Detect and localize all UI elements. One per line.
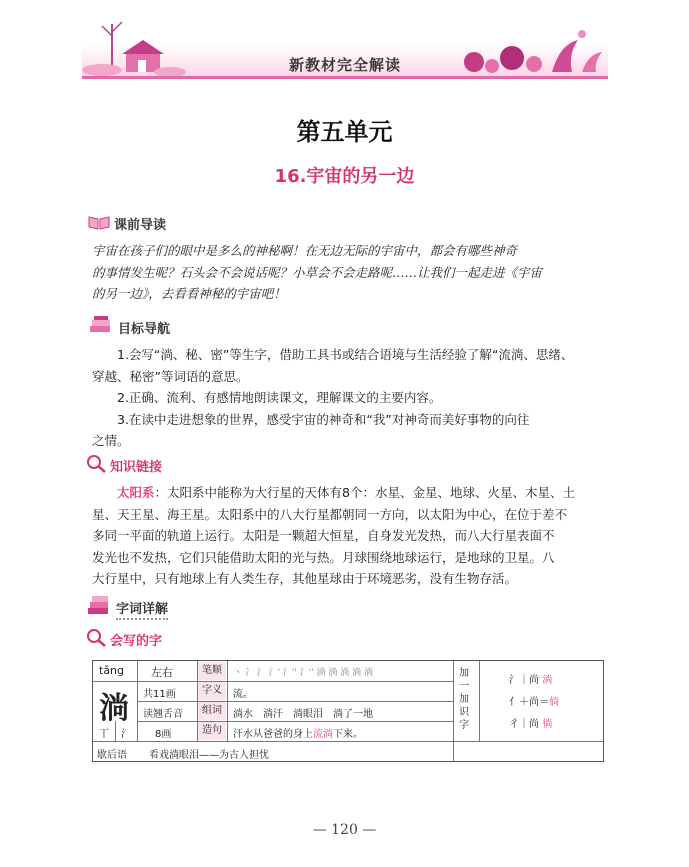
book-icon [88,214,110,230]
formula-row [509,671,552,686]
books-icon [88,316,114,334]
meaning: 流。 [233,689,253,700]
sound-note: 读翘舌音 [143,709,183,720]
side-label: 加一加识字 [459,668,469,731]
big-character: 淌 [99,691,129,726]
goal-line: 之情。 [92,433,130,448]
sentence [233,725,363,740]
radical2: 氵 [121,729,131,740]
stroke-order-label: 笔顺 [198,662,226,680]
magnifier-icon [86,628,108,648]
preread-body [92,240,612,305]
knowledge-heading: 知识链接 [110,460,163,475]
header-divider [82,76,608,79]
vocab-heading: 字词详解 [116,598,168,620]
magnifier-icon [86,454,108,474]
radical-strokes: 8画 [155,729,172,740]
goal-line: 2.正确、流利、有感情地朗读课文，理解课文的主要内容。 [117,390,442,405]
formula-result: 徜 [542,719,553,730]
formula-result: 淌 [542,675,553,686]
write-chars-heading: 会写的字 [110,634,163,649]
knowledge-term: 太阳系 [117,485,155,500]
knowledge-line: 大行星中，只有地球上有人类生存，其他星球由于环境恶劣，没有生物存活。 [92,571,518,586]
knowledge-text: ：太阳系中能称为大行星的天体有8个：水星、金星、地球、火星、木星、土 [154,485,575,500]
goal-line: 3.在读中走进想象的世界，感受宇宙的神奇和“我”对神奇而美好事物的向往 [117,411,530,427]
goal-line: 穿越、秘密”等词语的意思。 [92,368,249,384]
stroke-count: 共11画 [143,689,176,700]
header-title: 新教材完全解读 [288,56,401,74]
goal-line: 1.会写“淌、秘、密”等生字，借助工具书或结合语境与生活经验了解“流淌、思绪、 [117,347,574,362]
stroke-order: 丶 冫 氵 氵' 氵'' 氵'' 淌 淌 淌 淌 淌 [233,668,373,678]
knowledge-line: 多同一平面的轨道上运行。太阳是一颗超大恒星，自身发光发热，而八大行星表面不 [92,528,555,543]
knowledge-line: 星、天王星、海王星。太阳系中的八大行星都朝同一方向，以太阳为中心，在位于差不 [92,506,568,522]
formula-left: 彳｜尚 [509,719,539,730]
formula-row [509,693,559,708]
formula-left: 氵｜尚 [509,675,539,686]
meaning-label: 字义 [198,682,226,700]
words: 淌水 淌汗 淌眼泪 淌了一地 [233,709,373,720]
preread-line: 宇宙在孩子们的眼中是多么的神秘啊！在无边无际的宇宙中，都会有哪些神奇 [92,243,518,258]
sentence-label: 造句 [198,722,226,740]
formula-left: 亻＋尚＝ [509,697,549,708]
pinyin: tǎng [99,664,125,677]
goals-heading: 目标导航 [118,322,171,337]
formula-result: 倘 [549,697,559,708]
preread-line: 的另一边》，去看看神秘的宇宙吧！ [92,286,286,301]
stack-books-icon [86,596,112,616]
structure: 左右 [151,666,173,679]
sentence-post: 下来。 [333,729,363,740]
character-table [92,660,604,762]
radical: 丅 [99,729,109,740]
page-header [82,14,608,78]
knowledge-line: 发光也不发热，它们只能借助太阳的光与热。月球围绕地球运行，是地球的卫星。八 [92,549,555,565]
words-label: 组词 [198,702,226,720]
lesson-title: 16.宇宙的另一边 [274,166,415,187]
saying-label: 歇后语 [97,750,127,761]
preread-line: 的事情发生呢？石头会不会说话呢？小草会不会走路呢……让我们一起走进《宇宙 [92,264,543,280]
knowledge-line-first [92,482,612,504]
preread-heading: 课前导读 [114,218,167,233]
formula-row [509,715,552,730]
unit-title: 第五单元 [296,117,393,146]
sentence-highlight: 流淌 [313,729,333,740]
page-number: — 120 — [312,822,377,838]
sentence-pre: 汗水从爸爸的身上 [233,729,313,740]
goals-body [92,344,612,452]
knowledge-body [92,482,612,590]
saying: 看戏淌眼泪——为古人担忧 [149,750,269,761]
